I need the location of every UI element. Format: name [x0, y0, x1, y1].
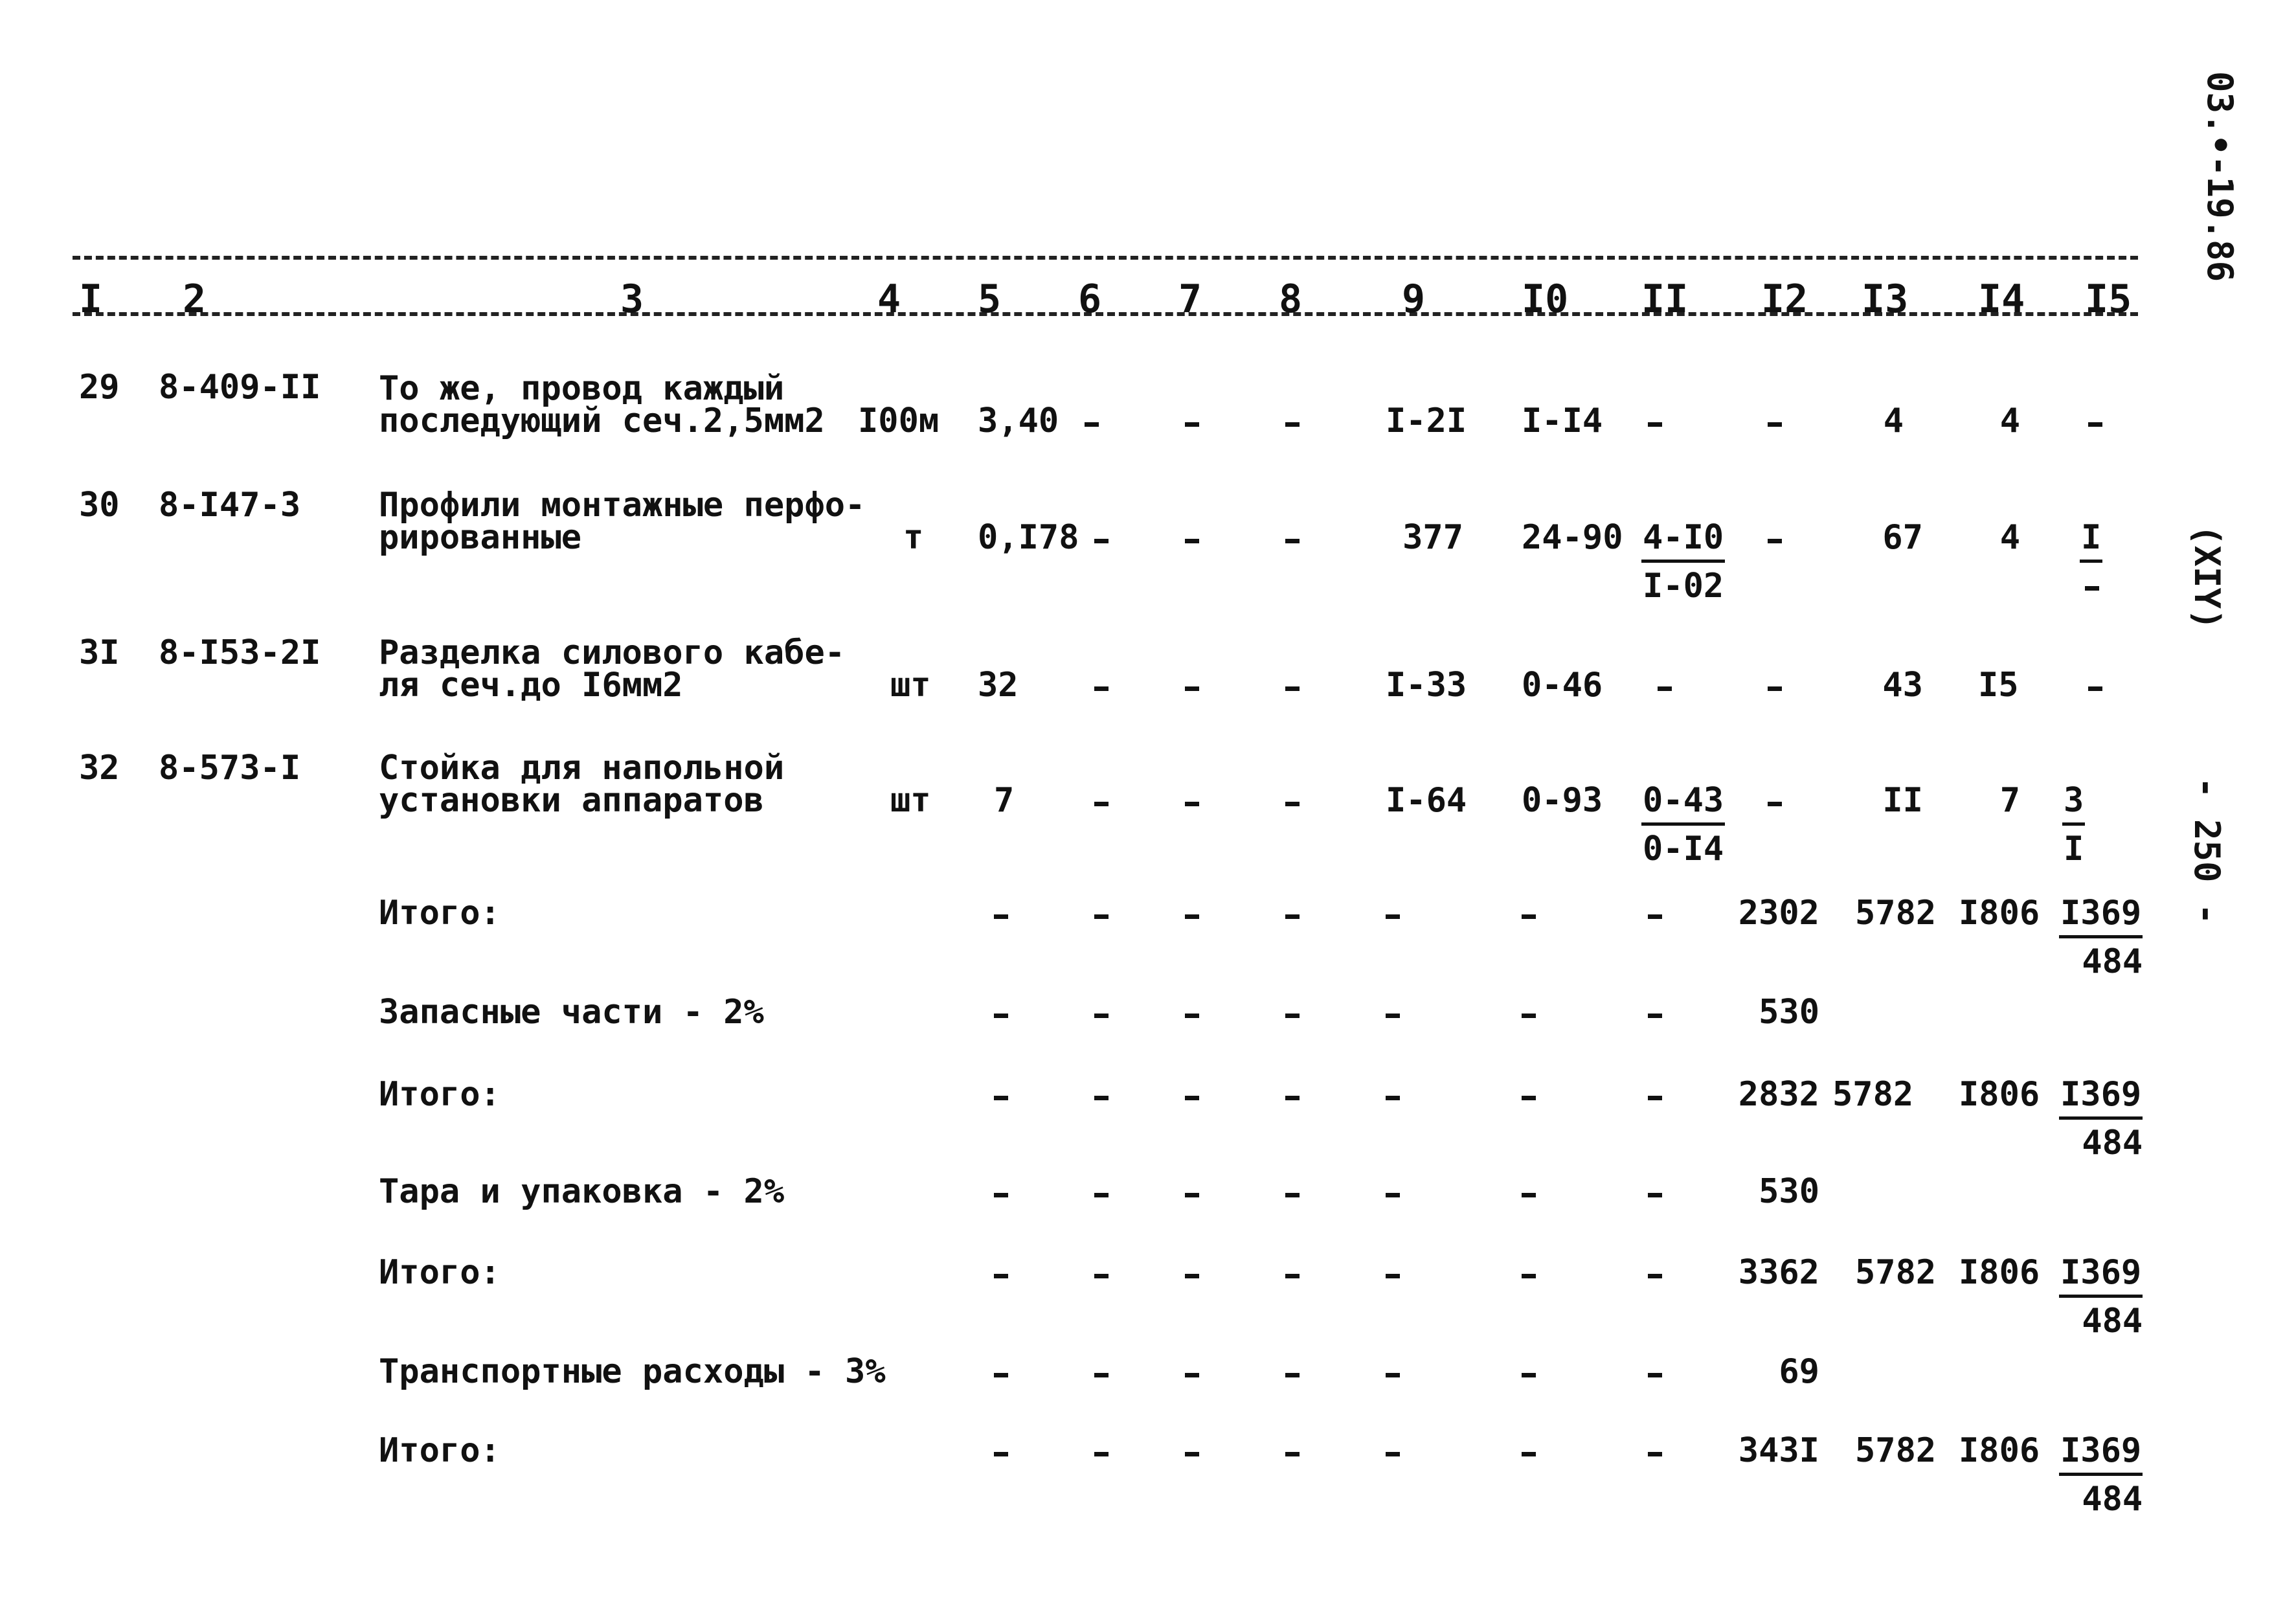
row-number: 30: [79, 486, 120, 525]
fraction-numerator: I369: [2059, 895, 2143, 938]
empty-cell-dash: [1648, 1096, 1662, 1100]
empty-cell-dash: [1386, 914, 1400, 919]
summary-col13: 5782: [1832, 1075, 1914, 1114]
col-header-4: 4: [877, 277, 901, 322]
fraction-denominator: I-02: [1643, 567, 1724, 606]
fraction-denominator: 484: [2082, 942, 2143, 981]
summary-col14: I806: [1959, 1075, 2040, 1114]
empty-cell-dash: [1285, 1274, 1300, 1278]
summary-col15-fraction: [2059, 895, 2143, 980]
col-header-12: I2: [1761, 277, 1808, 322]
row-description-line1: Профили монтажные перфо-: [379, 486, 866, 525]
fraction-denominator: 484: [2082, 1480, 2143, 1519]
summary-label: Транспортные расходы - 3%: [379, 1352, 886, 1391]
empty-cell-dash: [1285, 539, 1300, 543]
row-col10: 0-93: [1522, 781, 1603, 820]
summary-col12: 2302: [1738, 894, 1819, 933]
empty-cell-dash: [994, 914, 1008, 919]
row-number: 3I: [79, 633, 120, 672]
empty-cell-dash: [1768, 539, 1782, 543]
summary-col12: 69: [1779, 1352, 1819, 1391]
row-col11-fraction: [1641, 519, 1725, 604]
empty-cell-dash: [1768, 686, 1782, 691]
empty-cell-dash: [1386, 1452, 1400, 1456]
empty-cell-dash: [1658, 686, 1672, 691]
row-code: 8-573-I: [159, 749, 301, 787]
empty-cell-dash: [1386, 1373, 1400, 1377]
summary-col14: I806: [1959, 1431, 2040, 1470]
row-col14: 7: [1999, 781, 2020, 820]
row-code: 8-I53-2I: [159, 633, 321, 672]
empty-cell-dash: [994, 1274, 1008, 1278]
summary-label: Тара и упаковка - 2%: [379, 1172, 785, 1211]
empty-cell-dash: [1522, 1013, 1536, 1018]
col-header-15: I5: [2085, 277, 2132, 322]
empty-cell-dash: [1094, 914, 1109, 919]
empty-cell-dash: [1522, 914, 1536, 919]
empty-cell-dash: [1185, 914, 1199, 919]
col-header-11: II: [1641, 277, 1689, 322]
empty-cell-dash: [1185, 1013, 1199, 1018]
summary-label: Итого:: [379, 1431, 501, 1470]
row-col13: II: [1882, 781, 1923, 820]
empty-cell-dash: [1768, 802, 1782, 806]
row-col15-fraction: [2080, 519, 2102, 563]
empty-cell-dash: [1285, 802, 1300, 806]
empty-cell-dash: [2088, 686, 2102, 691]
row-number: 32: [79, 749, 120, 787]
empty-cell-dash: [1185, 686, 1199, 691]
row-unit: шт: [890, 666, 931, 705]
col-header-8: 8: [1279, 277, 1303, 322]
row-col5: 7: [994, 781, 1015, 820]
summary-label: Итого:: [379, 894, 501, 933]
row-col11-fraction: [1641, 782, 1725, 867]
row-description-line1: Стойка для напольной: [379, 749, 785, 787]
row-unit: I00м: [858, 402, 940, 440]
summary-col13: 5782: [1855, 1253, 1937, 1292]
empty-cell-dash: [1648, 1274, 1662, 1278]
row-col13: 67: [1882, 518, 1923, 557]
empty-cell-dash: [1285, 1096, 1300, 1100]
empty-cell-dash: [994, 1452, 1008, 1456]
row-number: 29: [79, 368, 120, 407]
summary-label: Запасные части - 2%: [379, 993, 764, 1032]
summary-col12: 530: [1759, 993, 1819, 1032]
empty-cell-dash: [1185, 422, 1199, 427]
row-col10: 0-46: [1522, 666, 1603, 705]
empty-cell-dash: [1768, 422, 1782, 427]
summary-col14: I806: [1959, 1253, 2040, 1292]
empty-cell-dash: [994, 1193, 1008, 1197]
col-header-6: 6: [1078, 277, 1102, 322]
fraction-denominator: 484: [2082, 1124, 2143, 1162]
empty-cell-dash: [1185, 1274, 1199, 1278]
empty-cell-dash: [1386, 1274, 1400, 1278]
col-header-7: 7: [1178, 277, 1202, 322]
fraction-numerator: 4-I0: [1641, 519, 1725, 563]
row-col9: I-64: [1386, 781, 1467, 820]
empty-cell-dash: [2088, 422, 2102, 427]
empty-cell-dash: [1094, 1193, 1109, 1197]
col-header-5: 5: [978, 277, 1002, 322]
empty-cell-dash: [1185, 1452, 1199, 1456]
row-col5: 0,I78: [978, 518, 1079, 557]
empty-cell-dash: [1094, 1013, 1109, 1018]
empty-cell-dash: [1285, 1452, 1300, 1456]
empty-cell-dash: [1648, 1013, 1662, 1018]
empty-cell-dash: [994, 1013, 1008, 1018]
empty-cell-dash: [1386, 1096, 1400, 1100]
summary-label: Итого:: [379, 1253, 501, 1292]
header-top-rule: [73, 256, 2138, 260]
empty-cell-dash: [1648, 1193, 1662, 1197]
empty-cell-dash: [1094, 1096, 1109, 1100]
summary-col15-fraction: [2059, 1254, 2143, 1339]
row-col5: 32: [978, 666, 1019, 705]
empty-cell-dash: [1522, 1274, 1536, 1278]
empty-cell-dash: [1285, 914, 1300, 919]
document-stamp-number: 03.•-19.86: [2200, 71, 2240, 282]
empty-cell-dash: [994, 1373, 1008, 1377]
summary-col13: 5782: [1855, 1431, 1937, 1470]
summary-col12: 3362: [1738, 1253, 1819, 1292]
empty-cell-dash: [1285, 1193, 1300, 1197]
empty-cell-dash: [1285, 686, 1300, 691]
row-col14: 4: [1999, 518, 2020, 557]
empty-cell-dash: [1085, 422, 1099, 427]
fraction-numerator: 0-43: [1641, 782, 1725, 826]
col-header-10: I0: [1522, 277, 1569, 322]
row-col13: 43: [1882, 666, 1923, 705]
row-col5: 3,40: [978, 402, 1059, 440]
row-description-line2: рированные: [379, 518, 582, 557]
summary-col13: 5782: [1855, 894, 1937, 933]
summary-col12: 530: [1759, 1172, 1819, 1211]
empty-cell-dash: [1648, 1452, 1662, 1456]
row-description-line2: ля сеч.до I6мм2: [379, 666, 683, 705]
summary-label: Итого:: [379, 1075, 501, 1114]
fraction-numerator: 3: [2062, 782, 2085, 826]
empty-cell-dash: [1185, 802, 1199, 806]
summary-col14: I806: [1959, 894, 2040, 933]
empty-cell-dash: [1386, 1013, 1400, 1018]
empty-cell-dash: [1386, 1193, 1400, 1197]
row-description-line1: Разделка силового кабе-: [379, 633, 846, 672]
row-col9: I-33: [1386, 666, 1467, 705]
row-code: 8-I47-3: [159, 486, 301, 525]
summary-col15-fraction: [2059, 1432, 2143, 1517]
empty-cell-dash: [994, 1096, 1008, 1100]
row-col13: 4: [1883, 402, 1904, 440]
col-header-13: I3: [1862, 277, 1909, 322]
page-number: - 250 -: [2187, 777, 2227, 925]
col-header-9: 9: [1402, 277, 1426, 322]
empty-cell-dash: [1522, 1096, 1536, 1100]
row-description-line2: последующий сеч.2,5мм2: [379, 402, 825, 440]
fraction-numerator: I: [2080, 519, 2102, 563]
col-header-2: 2: [183, 277, 207, 322]
empty-cell-dash: [1185, 539, 1199, 543]
empty-cell-dash: [1094, 1452, 1109, 1456]
row-col10: 24-90: [1522, 518, 1623, 557]
empty-cell-dash: [1522, 1373, 1536, 1377]
fraction-numerator: I369: [2059, 1432, 2143, 1476]
empty-cell-dash: [1185, 1096, 1199, 1100]
row-description-line1: То же, провод каждый: [379, 369, 785, 408]
empty-cell-dash: [1094, 686, 1109, 691]
empty-cell-dash: [1094, 802, 1109, 806]
empty-cell-dash: [1522, 1193, 1536, 1197]
row-col14: 4: [1999, 402, 2020, 440]
empty-cell-dash: [1285, 422, 1300, 427]
row-col14: I5: [1978, 666, 2019, 705]
row-col15-fraction: [2062, 782, 2085, 867]
fraction-denominator: 484: [2082, 1302, 2143, 1341]
empty-cell-dash: [1285, 1013, 1300, 1018]
summary-col12: 2832: [1738, 1075, 1819, 1114]
empty-cell-dash: [1285, 1373, 1300, 1377]
empty-cell-dash: [1094, 539, 1109, 543]
empty-cell-dash: [2085, 586, 2099, 591]
fraction-denominator: I: [2064, 830, 2084, 868]
row-col10: I-I4: [1522, 402, 1603, 440]
col-header-3: 3: [620, 277, 644, 322]
row-code: 8-409-II: [159, 368, 321, 407]
section-marker: (XIY): [2187, 525, 2227, 630]
summary-col15-fraction: [2059, 1076, 2143, 1161]
fraction-numerator: I369: [2059, 1254, 2143, 1298]
empty-cell-dash: [1648, 914, 1662, 919]
row-col9: I-2I: [1386, 402, 1467, 440]
empty-cell-dash: [1094, 1274, 1109, 1278]
empty-cell-dash: [1522, 1452, 1536, 1456]
empty-cell-dash: [1185, 1193, 1199, 1197]
fraction-denominator: 0-I4: [1643, 830, 1724, 868]
empty-cell-dash: [1648, 1373, 1662, 1377]
row-description-line2: установки аппаратов: [379, 781, 764, 820]
col-header-1: I: [79, 277, 103, 322]
header-bottom-rule: [73, 312, 2138, 316]
empty-cell-dash: [1185, 1373, 1199, 1377]
summary-col12: 343I: [1738, 1431, 1819, 1470]
row-unit: шт: [890, 781, 931, 820]
row-col9: 377: [1402, 518, 1463, 557]
empty-cell-dash: [1648, 422, 1662, 427]
row-unit: т: [903, 518, 924, 557]
fraction-numerator: I369: [2059, 1076, 2143, 1120]
col-header-14: I4: [1978, 277, 2025, 322]
empty-cell-dash: [1094, 1373, 1109, 1377]
